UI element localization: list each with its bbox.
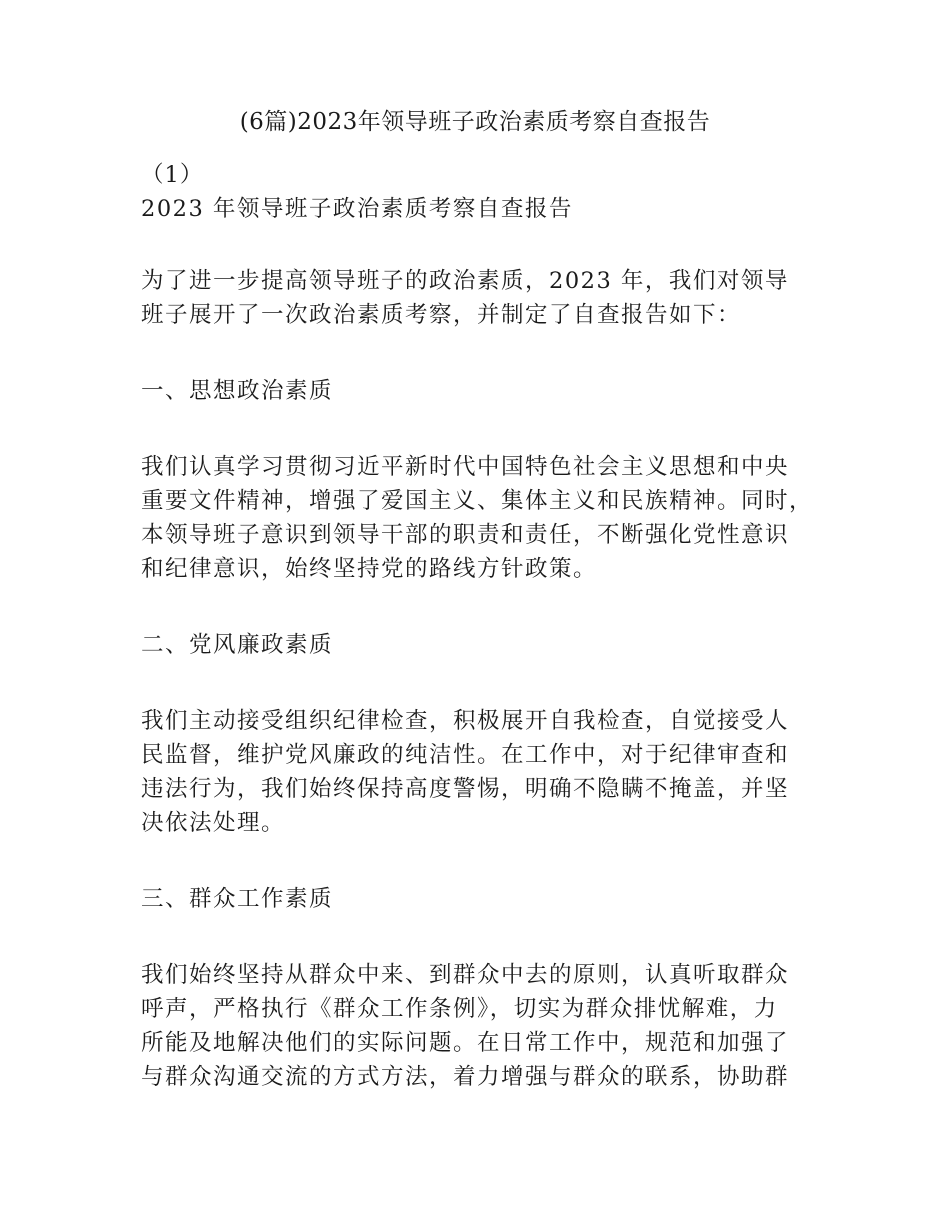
- paragraph-line: 违法行为，我们始终保持高度警惕，明确不隐瞒不掩盖，并坚: [141, 776, 790, 802]
- paragraph-line: 我们主动接受组织纪律检查，积极展开自我检查，自觉接受人: [141, 708, 790, 734]
- paragraph-line: 所能及地解决他们的实际问题。在日常工作中，规范和加强了: [141, 1030, 790, 1056]
- section-heading-3: 三、群众工作素质: [141, 886, 334, 912]
- paragraph-3: [141, 958, 831, 1094]
- paragraph-2: [141, 704, 831, 840]
- paragraph-line: 本领导班子意识到领导干部的职责和责任，不断强化党性意识: [141, 522, 790, 548]
- paragraph-line: 我们始终坚持从群众中来、到群众中去的原则，认真听取群众: [141, 962, 790, 988]
- paragraph-line: 与群众沟通交流的方式方法，着力增强与群众的联系，协助群: [141, 1064, 790, 1090]
- paragraph-1: [141, 450, 831, 586]
- paragraph-line: 和纪律意识，始终坚持党的路线方针政策。: [141, 556, 598, 582]
- paragraph-spacer: [141, 332, 831, 374]
- paragraph-line: 为了进一步提高领导班子的政治素质，2023 年，我们对领导: [141, 268, 789, 294]
- paragraph-spacer: [141, 226, 831, 264]
- section-title: 2023 年领导班子政治素质考察自查报告: [141, 196, 573, 222]
- paragraph-spacer: [141, 916, 831, 958]
- paragraph-line: 班子展开了一次政治素质考察，并制定了自查报告如下：: [141, 302, 742, 328]
- paragraph-line: 呼声，严格执行《群众工作条例》，切实为群众排忧解难，力: [141, 996, 778, 1022]
- intro-paragraph: [141, 264, 831, 332]
- paragraph-line: 民监督，维护党风廉政的纯洁性。在工作中，对于纪律审查和: [141, 742, 790, 768]
- document-body: [141, 158, 831, 1094]
- paragraph-spacer: [141, 840, 831, 882]
- section-heading-2: 二、党风廉政素质: [141, 632, 334, 658]
- document-title: (6篇)2023年领导班子政治素质考察自查报告: [239, 109, 711, 135]
- section-index: （1）: [141, 162, 204, 188]
- paragraph-spacer: [141, 408, 831, 450]
- paragraph-line: 我们认真学习贯彻习近平新时代中国特色社会主义思想和中央: [141, 454, 790, 480]
- paragraph-spacer: [141, 662, 831, 704]
- section-heading-1: 一、思想政治素质: [141, 378, 334, 404]
- paragraph-line: 决依法处理。: [141, 810, 286, 836]
- paragraph-spacer: [141, 586, 831, 628]
- paragraph-line: 重要文件精神，增强了爱国主义、集体主义和民族精神。同时，: [141, 488, 814, 514]
